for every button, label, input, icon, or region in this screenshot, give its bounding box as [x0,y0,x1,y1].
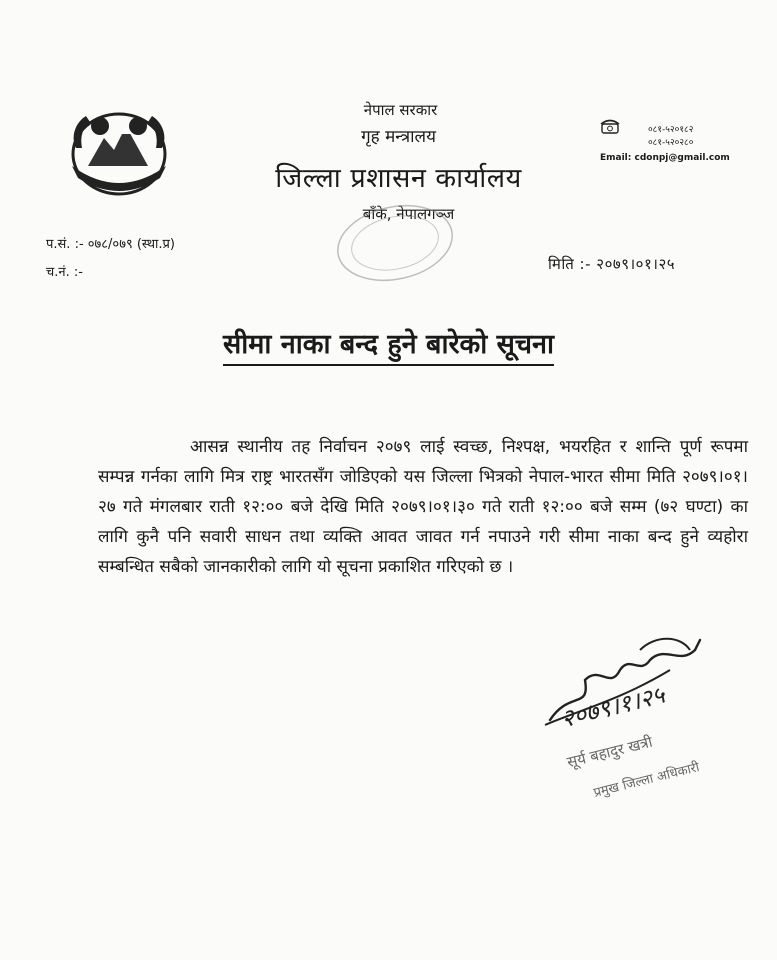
letter-reference-number: प.सं. :- ०७८/०७९ (स्था.प्र) [46,237,175,252]
phone-number-1: ०८१-५२०१८२ [648,125,694,135]
office-name: जिल्ला प्रशासन कार्यालय [275,163,522,194]
notice-body: आसन्न स्थानीय तह निर्वाचन २०७९ लाई स्वच्छ, निश्पक्ष, भयरहित र शान्ति पूर्ण रूपमा सम्पन्न गर्नका लागि मित्र राष्ट्र भारतसँग जोडिएको यस जिल्ला भित्रको नेपाल-भारत सीमा मिति २०७९।०१।२७ गते मंगलबार राती १२:०० बजे देखि मिति २०७९।०१।३० गते राती १२:०० बजे सम्म (७२ घण्टा) का लागि कुनै पनि सवारी साधन तथा व्यक्ति आवत जावत गर्न नपाउने गरी सीमा नाका बन्द हुने व्यहोरा सम्बन्धित सबैको जानकारीको लागि यो सूचना प्रकाशित गरिएको छ । [98,437,748,577]
ministry-name: गृह मन्त्रालय [361,127,436,147]
office-location: बाँके, नेपालगञ्ज [362,205,455,223]
subject-text: सीमा नाका बन्द हुने बारेको सूचना [223,329,554,366]
email-address: Email: cdonpj@gmail.com [600,153,730,163]
telephone-icon [600,118,620,134]
officer-name: सूर्य बहादुर खत्री [565,732,655,772]
phone-numbers [648,124,693,150]
contact-info [600,124,730,165]
phone-number-2: ०८१-५२०२८० [648,138,694,148]
signature-date: २०७९।१।२५ [558,680,668,734]
phone-row [600,124,730,150]
letter-date: मिति :- २०७९।०१।२५ [548,255,676,273]
notice-subject [0,324,777,361]
officer-title: प्रमुख जिल्ला अधिकारी [592,760,702,801]
government-name: नेपाल सरकार [363,101,438,119]
office-stamp-icon [330,198,460,288]
dispatch-number: च.नं. :- [46,265,83,280]
